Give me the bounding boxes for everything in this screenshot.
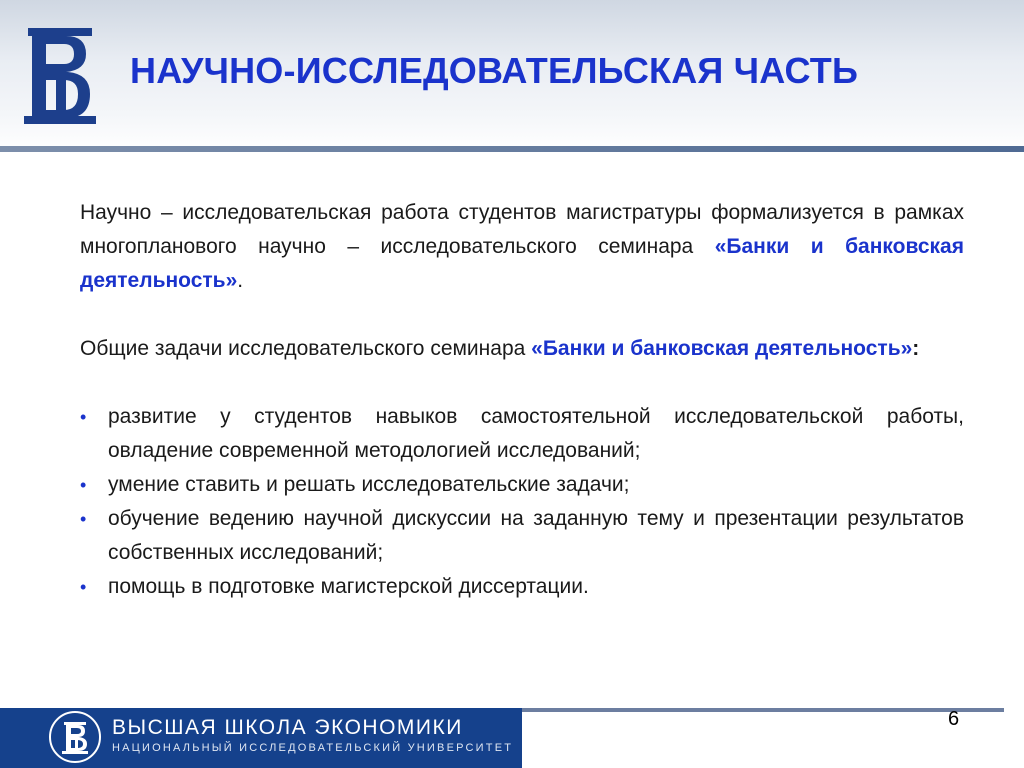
bullet-dot-icon: •: [80, 407, 87, 427]
bullet-dot-icon: •: [80, 509, 87, 529]
slide-title: НАУЧНО-ИССЛЕДОВАТЕЛЬСКАЯ ЧАСТЬ: [130, 50, 859, 91]
page-number: 6: [948, 708, 960, 730]
seminar-name: «Банки и банковская деятельность»: [80, 235, 964, 292]
bullet-dot-icon: •: [80, 475, 87, 495]
bullet-item: • развитие у студентов навыков самостоятельной исследовательской работы, овладение современной методологией исследований;: [80, 400, 964, 468]
footer-university-subtitle: НАЦИОНАЛЬНЫЙ ИССЛЕДОВАТЕЛЬСКИЙ УНИВЕРСИТЕТ: [112, 742, 514, 754]
bullet-item: • обучение ведению научной дискуссии на заданную тему и презентации результатов собственных исследований;: [80, 502, 964, 570]
bullet-dot-icon: •: [80, 577, 87, 597]
footer-university-name: ВЫСШАЯ ШКОЛА ЭКОНОМИКИ: [112, 716, 463, 739]
paragraph-tasks-heading: Общие задачи исследовательского семинара «Банки и банковская деятельность»:: [80, 337, 920, 360]
slide-body: [80, 196, 964, 604]
header-divider: [0, 146, 1024, 152]
hse-logo-icon: [22, 28, 98, 124]
bullet-item: • помощь в подготовке магистерской диссертации.: [80, 570, 964, 604]
seminar-name: «Банки и банковская деятельность»: [531, 337, 913, 360]
bullet-item: • умение ставить и решать исследовательские задачи;: [80, 468, 964, 502]
footer-divider: [522, 708, 1004, 712]
paragraph-intro: Научно – исследовательская работа студентов магистратуры формализуется в рамках многопланового научно – исследовательского семинара «Банки и банковская деятельность».: [80, 201, 964, 292]
hse-emblem-icon: [48, 710, 102, 764]
